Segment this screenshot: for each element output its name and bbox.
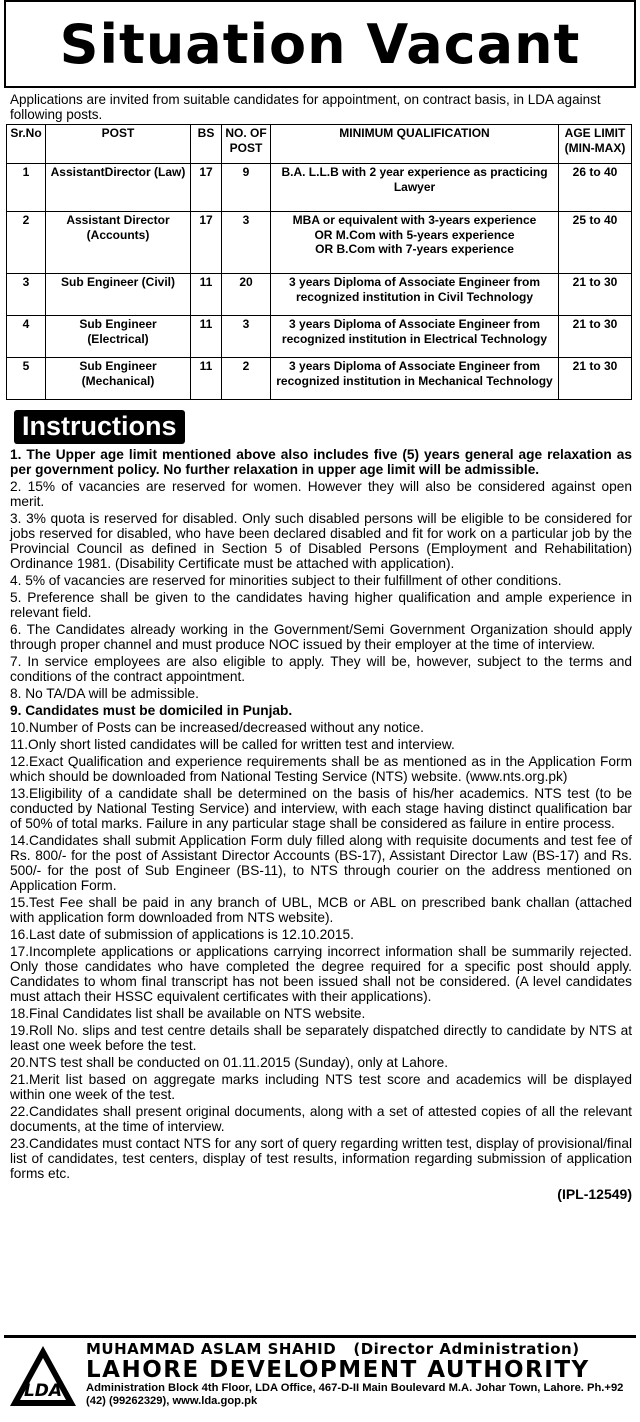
row-count: 3	[222, 316, 271, 358]
instruction-item: 13.Eligibility of a candidate shall be determined on the basis of his/her academics. NTS test (to be conducted by National Testing Service) and interview, with each stage having distinct qualification bar of 50% of total marks. Failure in any particular stage shall be considered as failure in entire process.	[10, 786, 632, 832]
row-bs: 11	[191, 358, 222, 400]
row-sr: 1	[7, 164, 46, 212]
row-qualification	[271, 358, 559, 400]
instruction-item: 8. No TA/DA will be admissible.	[10, 685, 199, 701]
instruction-item: 15.Test Fee shall be paid in any branch of UBL, MCB or ABL on prescribed bank challan (attached with application form downloaded from NTS website).	[10, 895, 632, 925]
qualification-line: B.A. L.L.B with 2 year experience as practicing Lawyer	[281, 165, 548, 194]
instruction-item: 9. Candidates must be domiciled in Punjab.	[10, 703, 293, 718]
row-bs: 17	[191, 164, 222, 212]
row-bs: 17	[191, 212, 222, 274]
row-age: 21 to 30	[559, 316, 632, 358]
row-post: AssistantDirector (Law)	[46, 164, 191, 212]
qualification-line: OR B.Com with 7-years experience	[315, 242, 514, 256]
row-age: 26 to 40	[559, 164, 632, 212]
qualification-line: 3 years Diploma of Associate Engineer from recognized institution in Mechanical Technology	[276, 359, 553, 388]
footer	[4, 1335, 636, 1418]
row-bs: 11	[191, 316, 222, 358]
row-post: Sub Engineer (Mechanical)	[46, 358, 191, 400]
instructions-heading: Instructions	[14, 410, 185, 444]
instruction-item: 19.Roll No. slips and test centre details shall be separately dispatched directly to candidate by NTS at least one week before the test.	[10, 1023, 632, 1053]
title-banner	[4, 0, 636, 88]
intro-text: Applications are invited from suitable candidates for appointment, on contract basis, in LDA against following posts.	[10, 92, 601, 122]
row-age: 25 to 40	[559, 212, 632, 274]
organization-name: LAHORE DEVELOPMENT AUTHORITY	[86, 1357, 590, 1383]
table-body	[7, 164, 632, 400]
table-row	[7, 164, 632, 212]
qualification-line: OR M.Com with 5-years experience	[314, 227, 515, 242]
row-qualification	[271, 164, 559, 212]
qualification-line: MBA or equivalent with 3-years experience	[292, 213, 537, 227]
organization-address: Administration Block 4th Floor, LDA Office, 467-D-II Main Boulevard M.A. Johar Town, Lahore. Ph.+92 (42) (99262329), www.lda.gop.pk	[86, 1382, 624, 1407]
row-qualification	[271, 316, 559, 358]
table-row	[7, 316, 632, 358]
instruction-item: 3. 3% quota is reserved for disabled. Only such disabled persons will be eligible to be considered for jobs reserved for disabled, who have been declared disabled and fit for work on a particular job by the Provincial Council as defined in Section 5 of Disabled Persons (Employment and Rehabilitation) Ordinance 1981. (Disability Certificate must be attached with application).	[10, 511, 632, 571]
row-post: Sub Engineer (Electrical)	[46, 316, 191, 358]
page-title: Situation Vacant	[59, 12, 581, 76]
instruction-item: 1. The Upper age limit mentioned above also includes five (5) years general age relaxation as per government policy. No further relaxation in upper age limit will be admissible.	[10, 447, 632, 477]
row-count: 9	[222, 164, 271, 212]
row-count: 3	[222, 212, 271, 274]
instruction-item: 16.Last date of submission of applications is 12.10.2015.	[10, 927, 354, 942]
instruction-item: 23.Candidates must contact NTS for any sort of query regarding written test, display of provisional/final list of candidates, test centers, display of test results, information regarding submission of application forms etc.	[10, 1136, 632, 1181]
instruction-item: 12.Exact Qualification and experience requirements shall be as mentioned as in the Application Form which should be downloaded from National Testing Service (NTS) website. (www.nts.org.pk)	[10, 754, 632, 785]
instruction-item: 11.Only short listed candidates will be called for written test and interview.	[10, 737, 455, 753]
ipl-number: (IPL-12549)	[557, 1185, 632, 1202]
posts-table	[6, 124, 632, 400]
instruction-item: 22.Candidates shall present original documents, along with a set of attested copies of all the relevant documents, at the time of interview.	[10, 1104, 632, 1134]
instruction-item: 21.Merit list based on aggregate marks including NTS test score and academics will be displayed within one week of the test.	[10, 1072, 632, 1102]
header-bs: BS	[191, 125, 222, 164]
table-row	[7, 212, 632, 274]
table-row	[7, 274, 632, 316]
row-post: Assistant Director (Accounts)	[46, 212, 191, 274]
table-header-row	[7, 125, 632, 164]
instruction-item: 7. In service employees are also eligible to apply. They will be, however, subject to the terms and conditions of the contract appointment.	[10, 653, 632, 684]
row-bs: 11	[191, 274, 222, 316]
header-age-limit: AGE LIMIT (MIN-MAX)	[559, 125, 632, 164]
instruction-item: 18.Final Candidates list shall be available on NTS website.	[10, 1005, 366, 1021]
instruction-item: 14.Candidates shall submit Application Form duly filled along with requisite documents and test fee of Rs. 800/- for the post of Assistant Director Accounts (BS-17), Assistant Director Law (BS-17) and Rs. 500/- for the post of Sub Engineer (BS-11), to NTS through courier on the address mentioned on Application Form.	[10, 833, 632, 893]
header-post: POST	[46, 125, 191, 164]
row-sr: 5	[7, 358, 46, 400]
qualification-line: 3 years Diploma of Associate Engineer from recognized institution in Electrical Technology	[281, 317, 548, 346]
instruction-item: 10.Number of Posts can be increased/decreased without any notice.	[10, 720, 424, 736]
signatory-name: MUHAMMAD ASLAM SHAHID (Director Administration)	[86, 1340, 580, 1358]
header-sr-no: Sr.No	[7, 125, 46, 164]
instruction-item: 6. The Candidates already working in the Government/Semi Government Organization should apply through proper channel and must produce NOC issued by their employer at the time of interview.	[10, 621, 632, 652]
logo-text: LDA	[23, 1381, 63, 1401]
row-age: 21 to 30	[559, 358, 632, 400]
row-count: 20	[222, 274, 271, 316]
lda-logo-icon	[4, 1338, 82, 1414]
instruction-item: 2. 15% of vacancies are reserved for women. However they will also be considered against open merit.	[10, 479, 632, 509]
row-post: Sub Engineer (Civil)	[46, 274, 191, 316]
instruction-item: 5. Preference shall be given to the candidates having higher qualification and ample experience in relevant field.	[10, 589, 632, 620]
header-minimum-qualification: MINIMUM QUALIFICATION	[271, 125, 559, 164]
instructions-list	[10, 448, 632, 1182]
instruction-item: 20.NTS test shall be conducted on 01.11.2015 (Sunday), only at Lahore.	[10, 1055, 449, 1070]
instruction-item: 4. 5% of vacancies are reserved for minorities subject to their fulfillment of other conditions.	[10, 572, 562, 588]
qualification-line: 3 years Diploma of Associate Engineer from recognized institution in Civil Technology	[289, 275, 540, 304]
table-row	[7, 358, 632, 400]
header-no-of-post: NO. OF POST	[222, 125, 271, 164]
row-qualification	[271, 212, 559, 274]
footer-text	[82, 1338, 636, 1418]
row-sr: 4	[7, 316, 46, 358]
row-sr: 3	[7, 274, 46, 316]
row-age: 21 to 30	[559, 274, 632, 316]
row-sr: 2	[7, 212, 46, 274]
instruction-item: 17.Incomplete applications or applications carrying incorrect information shall be summarily rejected. Only those candidates who have completed the degree required for a specific post should apply. Candidates to whom final transcript has not been issued shall not be considered. (A level candidates must attach their HSSC equivalent certificates with their applications).	[10, 944, 632, 1004]
row-qualification	[271, 274, 559, 316]
row-count: 2	[222, 358, 271, 400]
